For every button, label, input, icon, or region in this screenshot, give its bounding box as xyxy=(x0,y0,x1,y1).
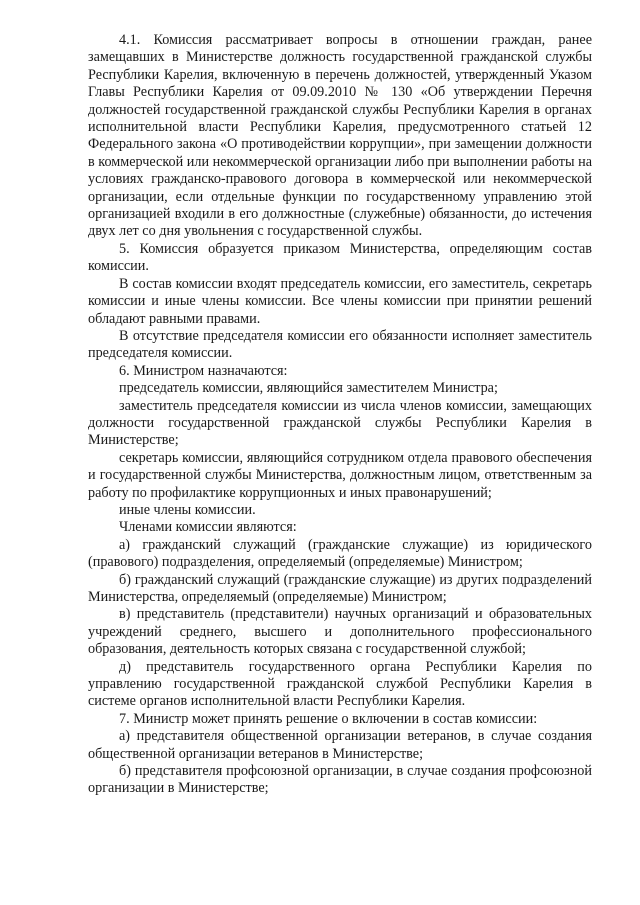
list-item-a-legal: а) гражданский служащий (гражданские служащие) из юридического (правового) подразделения, определяемый (определяемые) Министром; xyxy=(88,536,592,571)
list-item-d-state-body: д) представитель государственного органа Республики Карелия по управлению государственной гражданской службой Республики Карелия в системе органов исполнительной власти Республики Карелия. xyxy=(88,658,592,710)
paragraph-6: 6. Министром назначаются: xyxy=(119,362,288,379)
list-item-a-veterans: а) представителя общественной организации ветеранов, в случае создания общественной организации ветеранов в Министерстве; xyxy=(88,728,592,762)
paragraph-7: 7. Министр может принять решение о включении в состав комиссии: xyxy=(119,710,538,727)
paragraph-4-1: 4.1. Комиссия рассматривает вопросы в отношении граждан, ранее замещавших в Министерстве должность государственной гражданской службы Республики Карелия, включенную в перечень должностей, утвержденный Указом Главы Республики Карелия от 09.09.2010 № 130 «Об утверждении Перечня должностей государственной гражданской службы Республики Карелия в органах исполнительной власти Республики Карелия, предусмотренного статьей 12 Федерального закона «О противодействии коррупции», при замещении должности в коммерческой или некоммерческой организации либо при выполнении работы на условиях гражданско-правового договора в коммерческой или некоммерческой организации, если отдельные функции по государственному управлению этой организацией входили в его должностные (служебные) обязанности, до истечения двух лет со дня увольнения с государственной службы. xyxy=(88,32,592,240)
list-item-b-trade-union: б) представителя профсоюзной организации, в случае создания профсоюзной организации в Министерстве; xyxy=(88,763,592,797)
list-item-v-scientific: в) представитель (представители) научных организаций и образовательных учреждений среднего, высшего и дополнительного профессионального образования, деятельность которых связана с государственной службой; xyxy=(88,606,592,658)
paragraph-members-are: Членами комиссии являются: xyxy=(119,519,297,536)
paragraph-chair-absence: В отсутствие председателя комиссии его обязанности исполняет заместитель председателя комиссии. xyxy=(88,327,592,362)
document-body xyxy=(88,32,592,798)
paragraph-commission-composition: В состав комиссии входят председатель комиссии, его заместитель, секретарь комиссии и иные члены комиссии. Все члены комиссии при принятии решений обладают равными правами. xyxy=(88,275,592,327)
list-item-chair: председатель комиссии, являющийся заместителем Министра; xyxy=(119,380,498,397)
list-item-b-other-divisions: б) гражданский служащий (гражданские служащие) из других подразделений Министерства, определяемый (определяемые) Министром; xyxy=(88,571,592,605)
list-item-other-members: иные члены комиссии. xyxy=(119,501,256,518)
paragraph-5: 5. Комиссия образуется приказом Министерства, определяющим состав комиссии. xyxy=(88,240,592,275)
list-item-secretary: секретарь комиссии, являющийся сотрудником отдела правового обеспечения и государственной службы Министерства, должностным лицом, ответственным за работу по профилактике коррупционных и иных правонарушений; xyxy=(88,449,592,501)
list-item-deputy-chair: заместитель председателя комиссии из числа членов комиссии, замещающих должности государственной гражданской службы Республики Карелия в Министерстве; xyxy=(88,397,592,449)
